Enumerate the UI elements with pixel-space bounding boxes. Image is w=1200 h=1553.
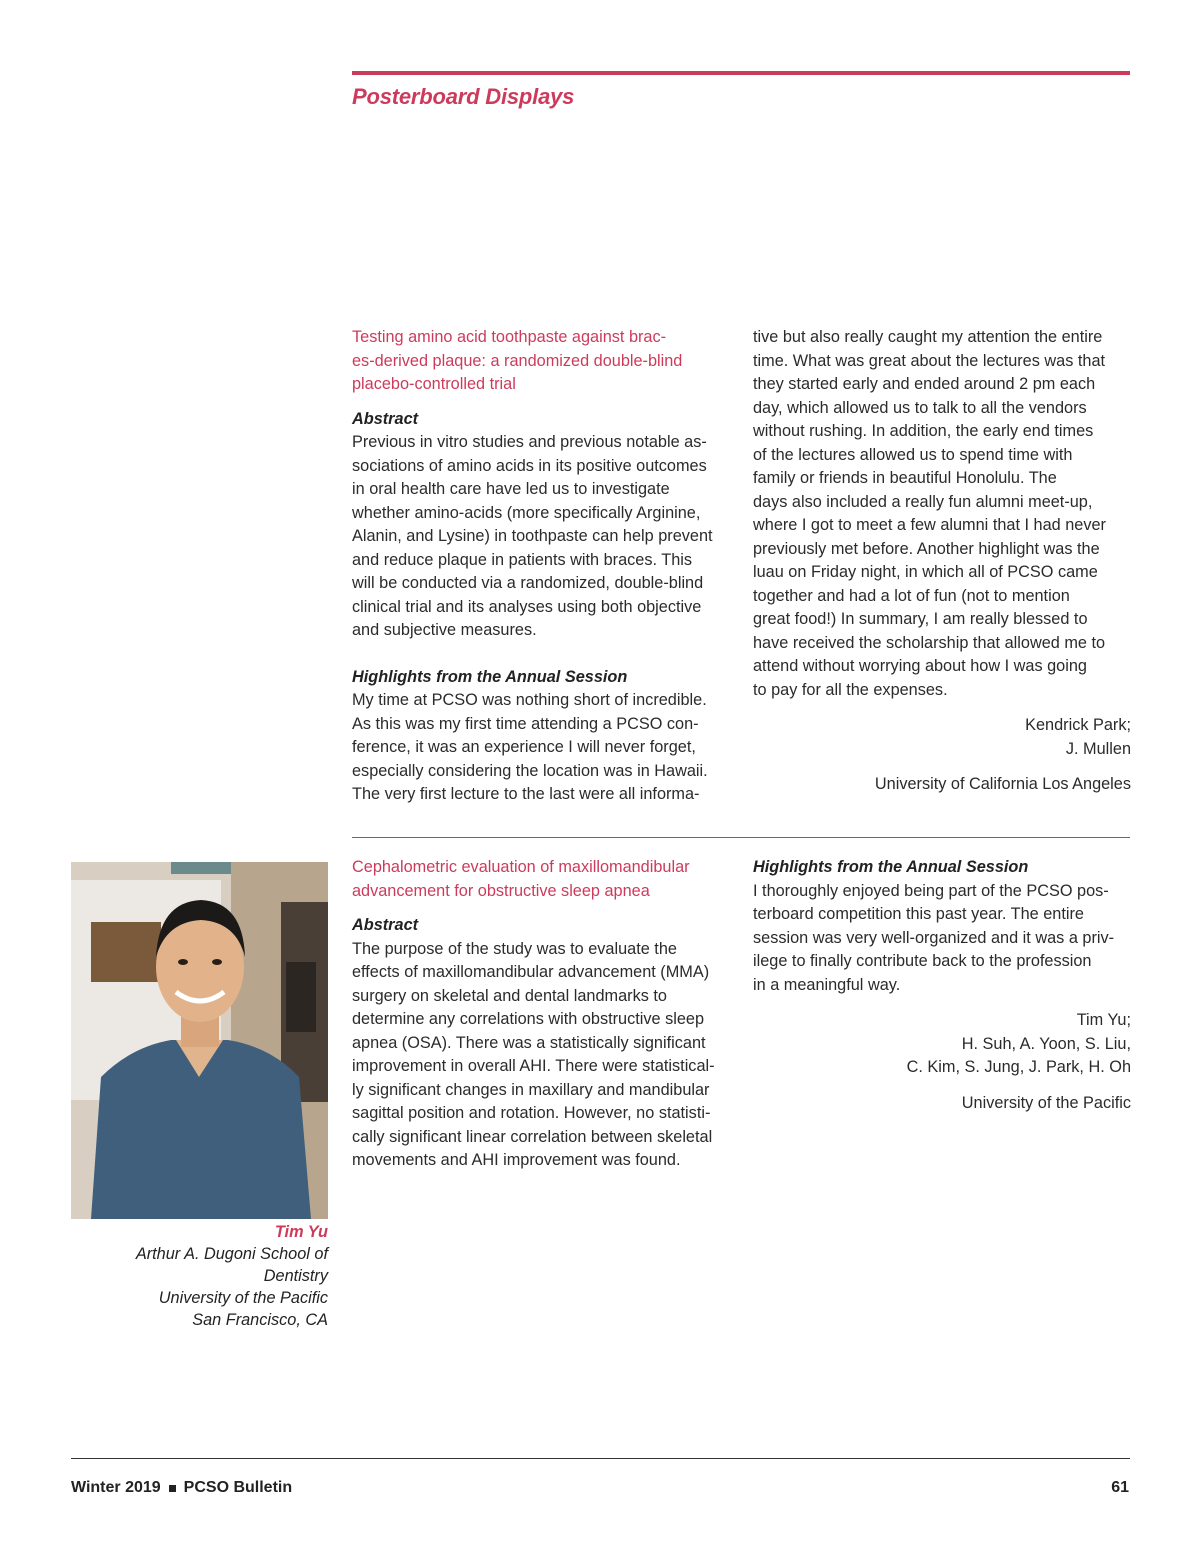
text-line: sociations of amino acids in its positive outcomes [352,456,707,475]
text-line: have received the scholarship that allowed me to [753,633,1106,652]
article2-column-left [352,856,730,1173]
article2-column-right [753,856,1131,1115]
article2-abstract-heading: Abstract [352,916,419,934]
footer-issue: Winter 2019 [71,1479,161,1496]
text-line: to pay for all the expenses. [753,680,948,699]
text-line: Previous in vitro studies and previous notable as- [352,433,707,451]
text-line: especially considering the location was in Hawaii. [352,761,708,780]
title-line: advancement for obstructive sleep apnea [352,881,650,900]
title-line: Testing amino acid toothpaste against brac- [352,328,667,346]
text-line: apnea (OSA). There was a statistically significant [352,1033,706,1052]
article2-affiliation: University of the Pacific [961,1093,1131,1112]
article-divider [352,837,1130,838]
article1-abstract [352,431,730,643]
author-line: J. Mullen [1065,739,1131,758]
article1-authors [753,714,1131,761]
text-line: The very first lecture to the last were all informa- [352,785,700,803]
footer-publication [71,1479,292,1497]
text-line: clinical trial and its analyses using both objective [352,597,702,616]
article2-title [352,856,730,903]
caption-line: University of the Pacific [158,1289,328,1307]
title-line: placebo-controlled trial [352,375,516,393]
text-line: As this was my first time attending a PCSO con- [352,714,699,733]
text-line: attend without worrying about how I was going [753,657,1087,675]
text-line: surgery on skeletal and dental landmarks to [352,986,667,1005]
article1-title [352,326,730,397]
text-line: days also included a really fun alumni meet-up, [753,492,1093,511]
text-line: sagittal position and rotation. However, no statisti- [352,1104,711,1122]
article1-highlights-heading: Highlights from the Annual Session [352,667,628,686]
square-bullet-icon [169,1485,176,1492]
text-line: without rushing. In addition, the early end times [753,422,1094,440]
title-line: Cephalometric evaluation of maxillomandibular [352,858,690,876]
article1-abstract-heading: Abstract [352,409,419,428]
text-line: ly significant changes in maxillary and mandibular [352,1080,710,1099]
text-line: Alanin, and Lysine) in toothpaste can help prevent [352,527,713,545]
title-line: es-derived plaque: a randomized double-blind [352,351,683,370]
author-photo [71,862,328,1219]
text-line: previously met before. Another highlight was the [753,539,1100,558]
article2-highlights [753,880,1131,998]
text-line: luau on Friday night, in which all of PCSO came [753,563,1098,581]
text-line: My time at PCSO was nothing short of incredible. [352,691,707,709]
author-line: H. Suh, A. Yoon, S. Liu, [961,1034,1131,1053]
author-line: C. Kim, S. Jung, J. Park, H. Oh [906,1058,1131,1076]
text-line: movements and AHI improvement was found. [352,1151,681,1169]
article1-column-left [352,326,730,807]
text-line: effects of maxillomandibular advancement (MMA) [352,963,710,981]
text-line: improvement in overall AHI. There were statistical- [352,1057,715,1075]
text-line: ilege to finally contribute back to the profession [753,952,1092,970]
text-line: cally significant linear correlation between skeletal [352,1127,713,1146]
text-line: and reduce plaque in patients with braces. This [352,550,693,569]
author-line: Tim Yu; [1076,1011,1131,1029]
text-line: they started early and ended around 2 pm each [753,375,1096,393]
article1-highlights [352,689,730,807]
article2-abstract [352,938,730,1173]
text-line: together and had a lot of fun (not to mention [753,586,1070,605]
caption-line: San Francisco, CA [192,1311,328,1329]
article2-authors [753,1009,1131,1080]
text-line: determine any correlations with obstructive sleep [352,1010,705,1028]
footer-publication-name: PCSO Bulletin [183,1479,293,1496]
section-title: Posterboard Displays [352,84,575,109]
text-line: session was very well-organized and it was a priv- [753,928,1115,947]
text-line: time. What was great about the lectures was that [753,351,1106,370]
text-line: tive but also really caught my attention the entire [753,328,1103,346]
text-line: ference, it was an experience I will never forget, [352,738,696,756]
footer-rule [71,1458,1130,1459]
photo-caption [71,1221,328,1331]
text-line: where I got to meet a few alumni that I had never [753,516,1106,534]
text-line: family or friends in beautiful Honolulu. The [753,469,1057,487]
text-line: of the lectures allowed us to spend time with [753,445,1073,464]
article2-highlights-heading: Highlights from the Annual Session [753,858,1029,876]
text-line: will be conducted via a randomized, double-blind [352,574,704,592]
text-line: I thoroughly enjoyed being part of the PCSO pos- [753,881,1109,900]
page-number: 61 [1111,1479,1129,1496]
text-line: great food!) In summary, I am really blessed to [753,610,1088,628]
caption-line: Arthur A. Dugoni School of [135,1245,328,1263]
text-line: whether amino-acids (more specifically Arginine, [352,503,701,522]
article1-highlights-continued [753,326,1131,702]
author-line: Kendrick Park; [1025,716,1131,734]
top-accent-rule [352,71,1130,75]
text-line: The purpose of the study was to evaluate the [352,939,677,958]
caption-name: Tim Yu [274,1223,328,1241]
text-line: in a meaningful way. [753,975,901,994]
text-line: day, which allowed us to talk to all the vendors [753,398,1087,417]
caption-line: Dentistry [263,1267,328,1285]
text-line: in oral health care have led us to investigate [352,480,670,498]
text-line: and subjective measures. [352,621,537,639]
article1-column-right [753,326,1131,797]
text-line: terboard competition this past year. The entire [753,905,1084,923]
article1-affiliation: University of California Los Angeles [874,775,1131,793]
